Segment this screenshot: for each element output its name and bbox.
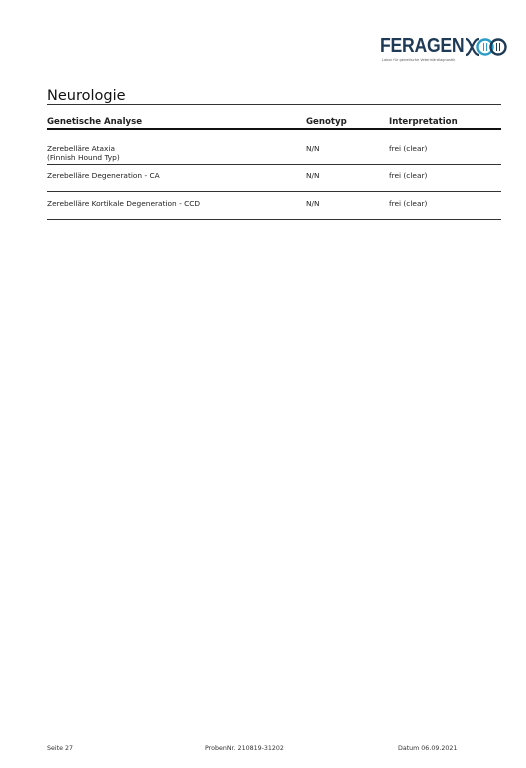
page-number: Seite 27 — [47, 745, 73, 752]
title-divider — [47, 104, 501, 105]
interpretation-cell: frei (clear) — [389, 171, 428, 180]
column-header-genotype: Genotyp — [306, 117, 347, 127]
genotype-cell: N/N — [306, 144, 320, 153]
genotype-cell: N/N — [306, 199, 320, 208]
analysis-cell: Zerebelläre Kortikale Degeneration - CCD — [47, 199, 201, 208]
row-divider — [47, 164, 501, 165]
interpretation-cell: frei (clear) — [389, 199, 428, 208]
sample-number: ProbenNr. 210819-31202 — [205, 745, 284, 752]
header-divider — [47, 128, 501, 130]
genotype-cell: N/N — [306, 171, 320, 180]
dna-double-helix-icon — [465, 37, 507, 57]
section-title: Neurologie — [47, 88, 126, 104]
column-header-analysis: Genetische Analyse — [47, 117, 143, 127]
logo-tagline: Labor für genetische Veterinärdiagnostik — [382, 58, 456, 62]
row-divider — [47, 219, 501, 220]
column-header-interpretation: Interpretation — [389, 117, 458, 127]
logo-wordmark: FERAGEN — [380, 34, 465, 57]
report-date: Datum 06.09.2021 — [398, 745, 458, 752]
interpretation-cell: frei (clear) — [389, 144, 428, 153]
row-divider — [47, 191, 501, 192]
feragen-logo — [380, 36, 510, 66]
analysis-cell: Zerebelläre Ataxia (Finnish Hound Typ) — [47, 144, 120, 162]
analysis-cell: Zerebelläre Degeneration - CA — [47, 171, 160, 180]
